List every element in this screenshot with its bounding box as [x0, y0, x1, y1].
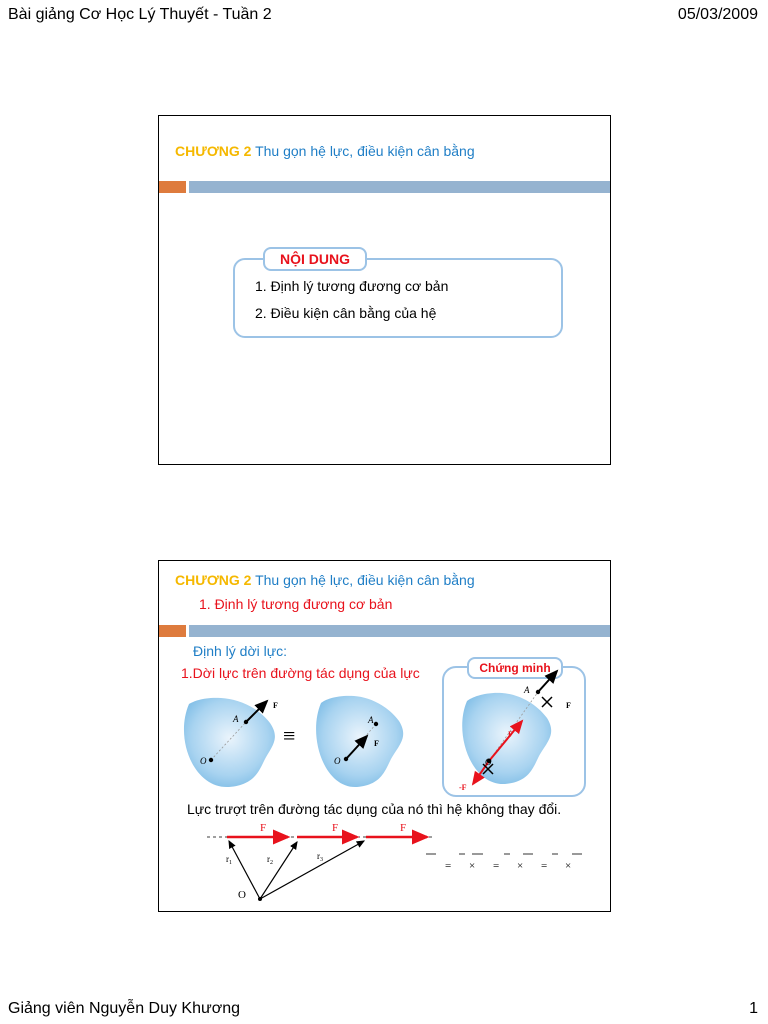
point-a-label: A	[524, 685, 530, 695]
doc-header-title: Bài giảng Cơ Học Lý Thuyết - Tuần 2	[8, 6, 272, 23]
slide-2	[158, 560, 611, 912]
case-heading: 1.Dời lực trên đường tác dụng của lực	[181, 665, 420, 681]
content-box-tag: NỘI DUNG	[263, 247, 367, 271]
equivalence-sign: ≡	[283, 723, 296, 748]
proof-tag: Chứng minh	[467, 657, 563, 679]
sliding-vector-diagram	[159, 819, 610, 909]
chapter-label: CHƯƠNG 2	[175, 143, 252, 159]
sliding-statement: Lực trượt trên đường tác dụng của nó thì hệ không thay đổi.	[187, 801, 562, 817]
point-o-label: O	[485, 757, 492, 767]
point-o-label: O	[334, 756, 341, 766]
point-o-label: O	[200, 756, 207, 766]
times-sign-2: ×	[517, 860, 524, 872]
chapter-title: Thu gọn hệ lực, điều kiện cân bằng	[255, 143, 475, 159]
eq-sign-1: =	[445, 860, 452, 872]
doc-header-date: 05/03/2009	[677, 6, 758, 23]
vector-f-label-1: F	[260, 822, 267, 834]
vector-f-label-3: F	[400, 822, 407, 834]
force-neg-f-label: -F	[459, 783, 467, 792]
section-subtitle: 1. Định lý tương đương cơ bản	[199, 596, 393, 612]
times-sign-1: ×	[469, 860, 476, 872]
point-a-label: A	[233, 714, 239, 724]
doc-footer-page-number: 1	[749, 1000, 758, 1017]
force-f-label: F	[273, 701, 278, 710]
force-f-red-label: F	[508, 730, 513, 739]
content-item-2: 2. Điều kiện cân bằng của hệ	[255, 305, 437, 321]
doc-footer-instructor: Giảng viên Nguyễn Duy Khương	[8, 1000, 240, 1017]
accent-bar-orange	[159, 181, 186, 193]
times-sign-3: ×	[565, 860, 572, 872]
force-f-label: F	[566, 701, 571, 710]
r3-label: $r_3$	[317, 851, 323, 863]
r2-label: $r_2$	[267, 854, 273, 866]
body-figure-1	[184, 698, 278, 787]
slide-title	[175, 143, 475, 159]
moment-equation	[426, 854, 582, 872]
chapter-title: Thu gọn hệ lực, điều kiện cân bằng	[255, 572, 475, 588]
force-f-label: F	[374, 739, 379, 748]
point-a-label: A	[368, 715, 374, 725]
body-figure-3	[459, 671, 571, 792]
vector-f-label-2: F	[332, 822, 339, 834]
chapter-label: CHƯƠNG 2	[175, 572, 252, 588]
content-item-1: 1. Định lý tương đương cơ bản	[255, 278, 449, 294]
origin-o-label: O	[238, 889, 246, 901]
accent-bar-blue	[189, 181, 610, 193]
eq-sign-3: =	[541, 860, 548, 872]
theorem-heading: Định lý dời lực:	[193, 643, 288, 659]
body-figure-2	[316, 696, 403, 787]
slide-1	[158, 115, 611, 465]
eq-sign-2: =	[493, 860, 500, 872]
r1-label: $r_1$	[226, 854, 232, 866]
